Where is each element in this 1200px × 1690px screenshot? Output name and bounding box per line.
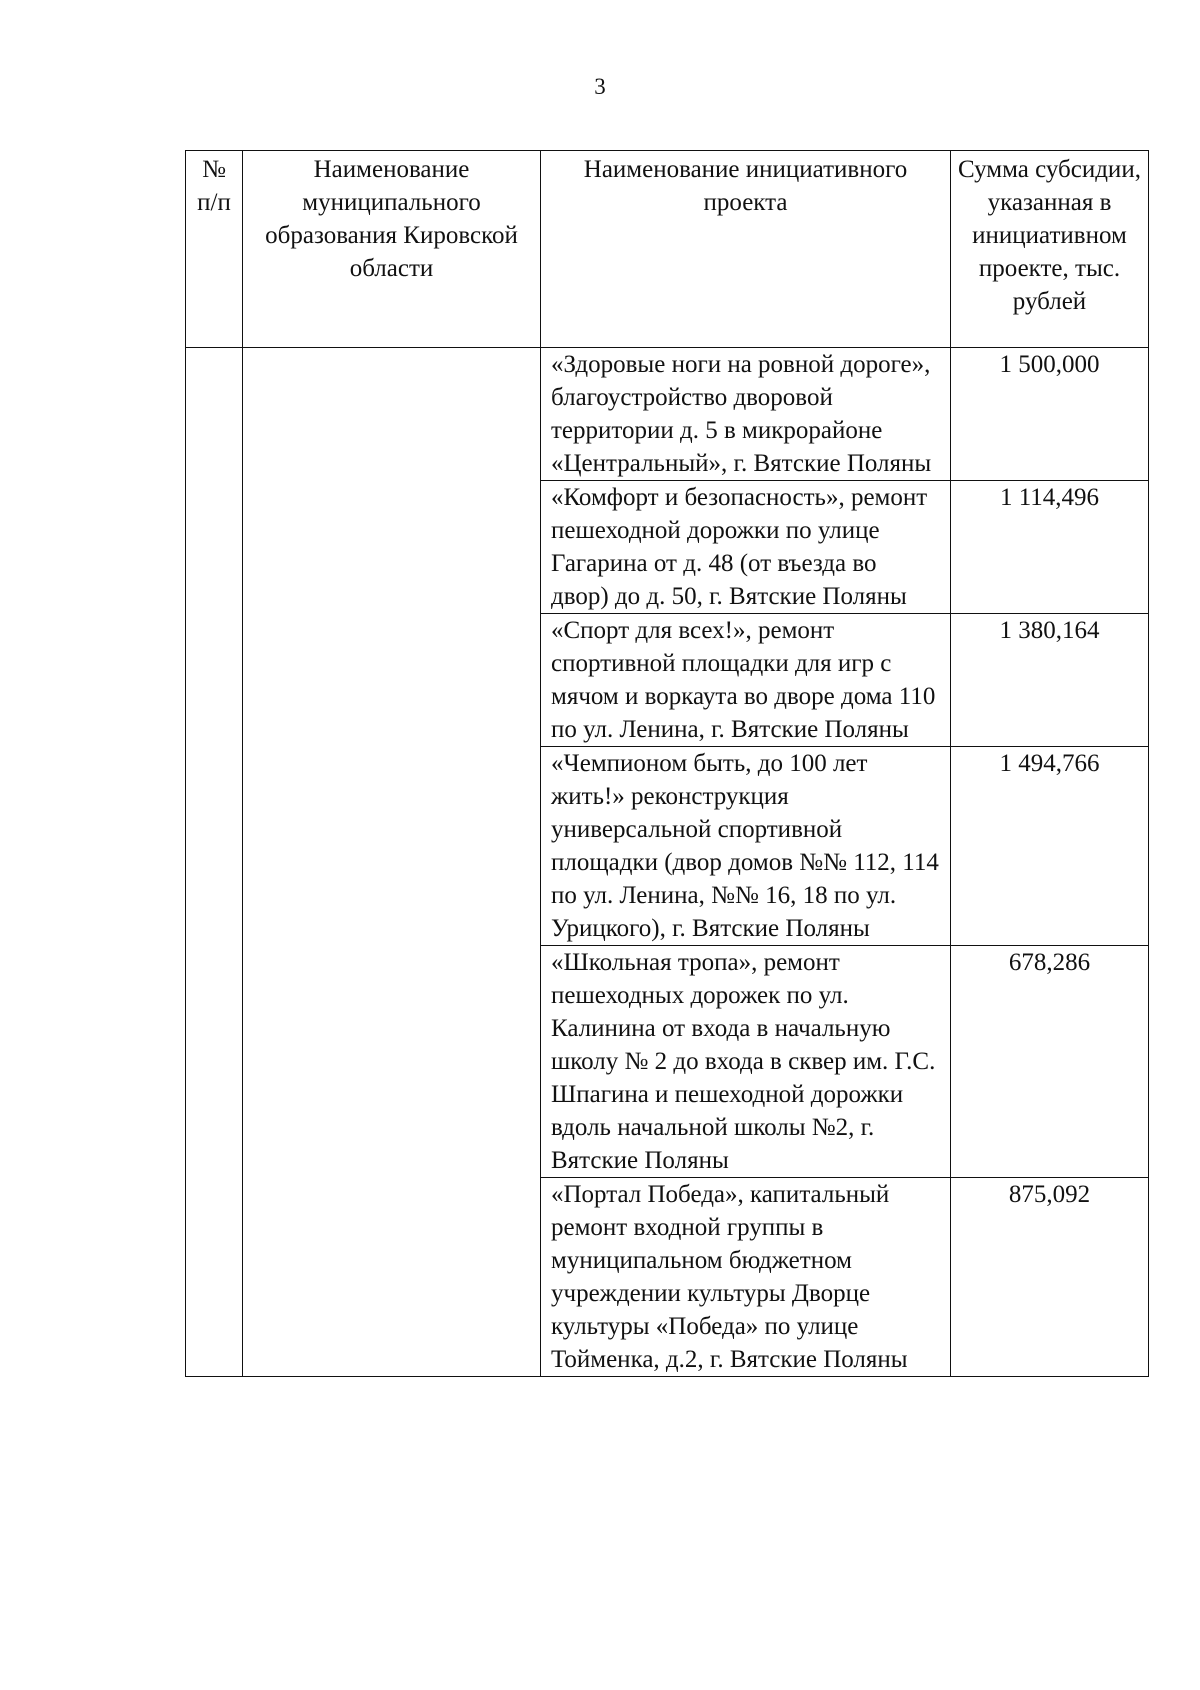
header-sum: Сумма субсидии, указанная в инициативном проекте, тыс. рублей: [951, 151, 1149, 348]
sum-cell: 1 494,766: [951, 747, 1149, 946]
project-cell: «Школьная тропа», ремонт пешеходных дорожек по ул. Калинина от входа в начальную школу № 2 до входа в сквер им. Г.С. Шпагина и пешеходной дорожки вдоль начальной школы №2, г. Вятские Поляны: [541, 946, 951, 1178]
table-row: [186, 348, 1149, 481]
subsidy-table: [185, 150, 1149, 1377]
header-project: Наименование инициативного проекта: [541, 151, 951, 348]
sum-cell: 678,286: [951, 946, 1149, 1178]
header-municipality: Наименование муниципального образования Кировской области: [243, 151, 541, 348]
project-cell: «Спорт для всех!», ремонт спортивной площадки для игр с мячом и воркаута во дворе дома 110 по ул. Ленина, г. Вятские Поляны: [541, 614, 951, 747]
project-cell: «Здоровые ноги на ровной дороге», благоустройство дворовой территории д. 5 в микрорайоне «Центральный», г. Вятские Поляны: [541, 348, 951, 481]
project-cell: «Чемпионом быть, до 100 лет жить!» реконструкция универсальной спортивной площадки (двор домов №№ 112, 114 по ул. Ленина, №№ 16, 18 по ул. Урицкого), г. Вятские Поляны: [541, 747, 951, 946]
page-number: 3: [594, 74, 606, 99]
sum-cell: 875,092: [951, 1178, 1149, 1377]
sum-cell: 1 500,000: [951, 348, 1149, 481]
project-cell: «Портал Победа», капитальный ремонт входной группы в муниципальном бюджетном учреждении культуры Дворце культуры «Победа» по улице Тойменка, д.2, г. Вятские Поляны: [541, 1178, 951, 1377]
table-header-row: [186, 151, 1149, 348]
number-cell: [186, 348, 243, 1377]
sum-cell: 1 380,164: [951, 614, 1149, 747]
header-number: № п/п: [186, 151, 243, 348]
project-cell: «Комфорт и безопасность», ремонт пешеходной дорожки по улице Гагарина от д. 48 (от въезда во двор) до д. 50, г. Вятские Поляны: [541, 481, 951, 614]
municipality-cell: [243, 348, 541, 1377]
sum-cell: 1 114,496: [951, 481, 1149, 614]
